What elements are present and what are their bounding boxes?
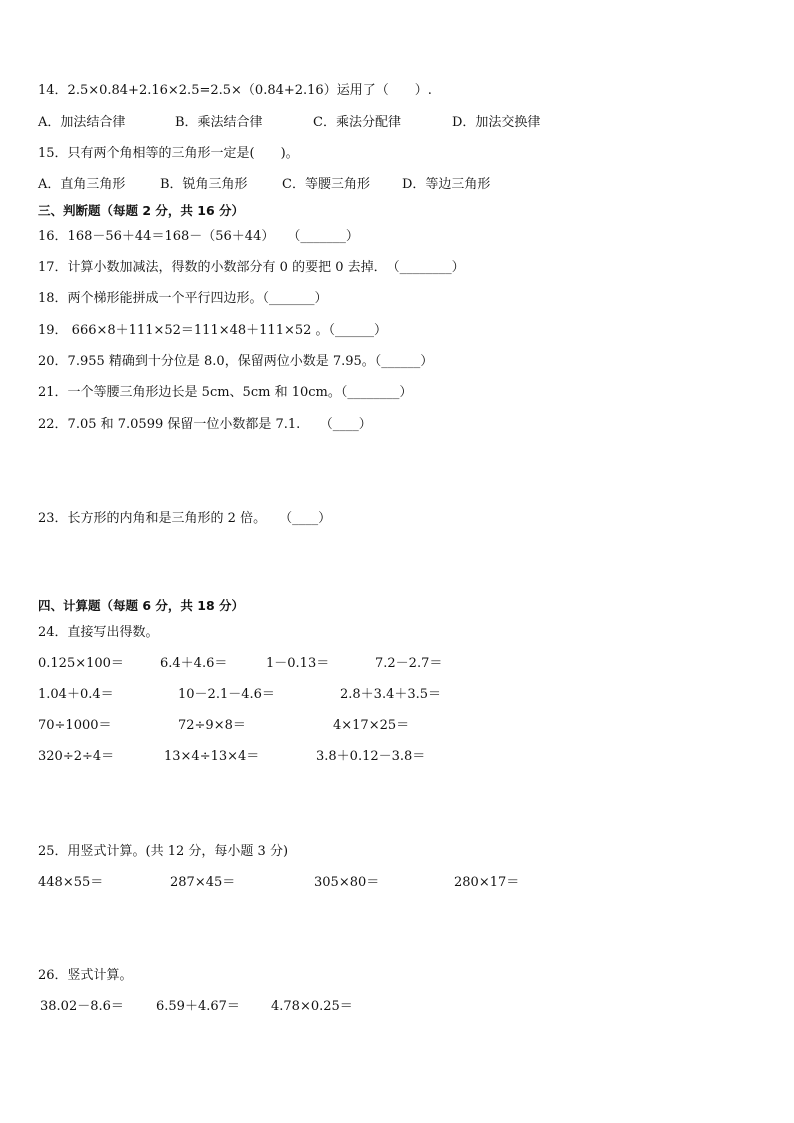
- calc-item: 287×45＝: [170, 875, 236, 890]
- q15-option-a: A．直角三角形: [38, 177, 126, 192]
- q14-option-d: D．加法交换律: [452, 115, 541, 130]
- calc-item: 305×80＝: [314, 875, 380, 890]
- question-22: 22．7.05 和 7.0599 保留一位小数都是 7.1. （____）: [38, 417, 372, 432]
- question-18: 18．两个梯形能拼成一个平行四边形。（_______）: [38, 291, 328, 306]
- q14-option-c: C．乘法分配律: [313, 115, 401, 130]
- calc-item: 1－0.13＝: [266, 656, 330, 671]
- q15-option-c: C．等腰三角形: [282, 177, 370, 192]
- calc-item: 38.02－8.6＝: [40, 999, 124, 1014]
- q14-option-a: A．加法结合律: [38, 115, 126, 130]
- calc-item: 10－2.1－4.6＝: [178, 687, 275, 702]
- calc-item: 72÷9×8＝: [178, 718, 246, 733]
- question-17: 17．计算小数加减法，得数的小数部分有 0 的要把 0 去掉． （________）: [38, 260, 465, 275]
- calc-item: 0.125×100＝: [38, 656, 124, 671]
- calc-item: 280×17＝: [454, 875, 520, 890]
- section-3-title: 三、判断题（每题 2 分，共 16 分）: [38, 203, 245, 218]
- question-24-stem: 24．直接写出得数。: [38, 625, 159, 640]
- q15-option-d: D．等边三角形: [402, 177, 491, 192]
- question-15-stem: 15．只有两个角相等的三角形一定是( )。: [38, 146, 299, 161]
- q14-option-b: B．乘法结合律: [175, 115, 263, 130]
- question-20: 20．7.955 精确到十分位是 8.0，保留两位小数是 7.95。（______）: [38, 354, 434, 369]
- calc-item: 2.8＋3.4＋3.5＝: [340, 687, 442, 702]
- question-23: 23．长方形的内角和是三角形的 2 倍。 （____）: [38, 511, 332, 526]
- calc-item: 4×17×25＝: [333, 718, 410, 733]
- calc-item: 448×55＝: [38, 875, 104, 890]
- calc-item: 320÷2÷4＝: [38, 749, 115, 764]
- calc-item: 4.78×0.25＝: [271, 999, 353, 1014]
- calc-item: 13×4÷13×4＝: [164, 749, 260, 764]
- calc-item: 6.59＋4.67＝: [156, 999, 240, 1014]
- q15-option-b: B．锐角三角形: [160, 177, 248, 192]
- calc-item: 1.04＋0.4＝: [38, 687, 114, 702]
- question-19: 19． 666×8＋111×52＝111×48＋111×52 。（______）: [38, 323, 388, 338]
- calc-item: 3.8＋0.12－3.8＝: [316, 749, 426, 764]
- question-26-stem: 26．竖式计算。: [38, 968, 133, 983]
- question-14-stem: 14．2.5×0.84+2.16×2.5=2.5×（0.84+2.16）运用了（ ）.: [38, 83, 432, 98]
- question-16: 16．168－56＋44＝168－（56＋44） （_______）: [38, 229, 359, 244]
- calc-item: 7.2－2.7＝: [375, 656, 443, 671]
- question-25-stem: 25．用竖式计算。(共 12 分，每小题 3 分): [38, 844, 289, 859]
- calc-item: 70÷1000＝: [38, 718, 112, 733]
- question-21: 21．一个等腰三角形边长是 5cm、5cm 和 10cm。（________）: [38, 385, 413, 400]
- calc-item: 6.4＋4.6＝: [160, 656, 228, 671]
- section-4-title: 四、计算题（每题 6 分，共 18 分）: [38, 598, 245, 613]
